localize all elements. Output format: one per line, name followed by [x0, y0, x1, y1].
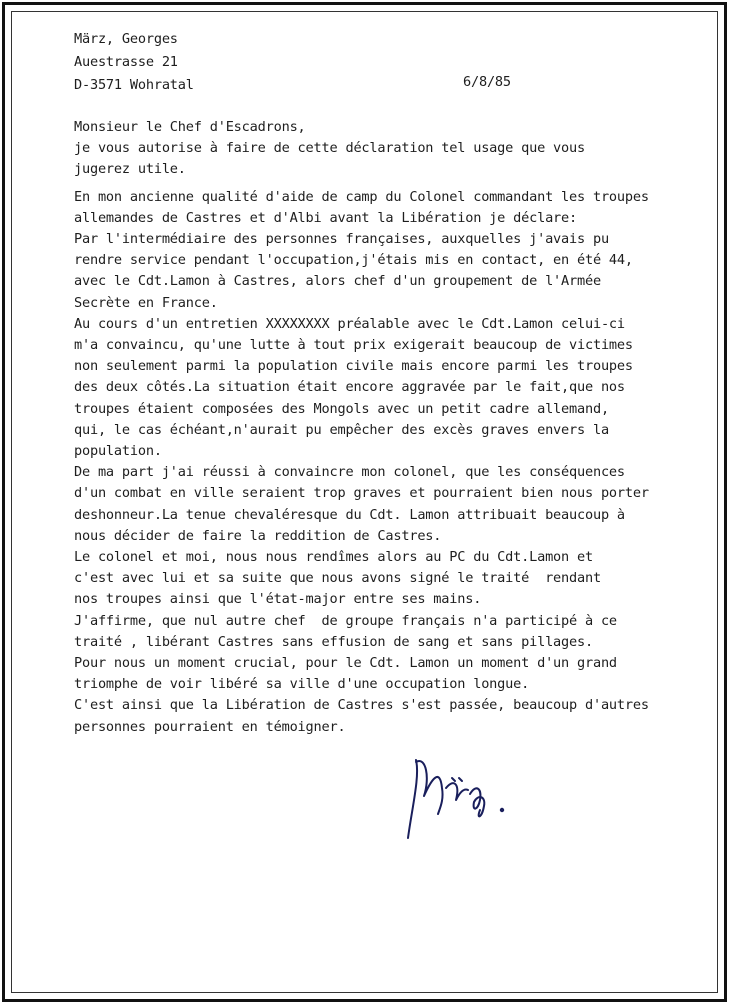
body-line: qui, le cas échéant,n'aurait pu empêcher des excès graves envers la: [74, 421, 609, 438]
body-line: C'est ainsi que la Libération de Castres s'est passée, beaucoup d'autres: [74, 697, 649, 714]
handwritten-signature: [402, 748, 522, 843]
sender-street: Auestrasse 21: [74, 54, 178, 70]
body-line: avec le Cdt.Lamon à Castres, alors chef d'un groupement de l'Armée: [74, 273, 601, 290]
body-line: rendre service pendant l'occupation,j'étais mis en contact, en été 44,: [74, 252, 633, 269]
body-line: Secrète en France.: [74, 294, 218, 311]
intro-line: jugerez utile.: [74, 161, 186, 178]
letter-body: [74, 117, 649, 738]
body-line: Pour nous un moment crucial, pour le Cdt. Lamon un moment d'un grand: [74, 655, 617, 672]
sender-name: März, Georges: [74, 31, 178, 47]
sender-city: D-3571 Wohratal: [74, 77, 194, 93]
body-line: En mon ancienne qualité d'aide de camp du Colonel commandant les troupes: [74, 188, 649, 205]
salutation: Monsieur le Chef d'Escadrons,: [74, 119, 306, 135]
body-line: m'a convaincu, qu'une lutte à tout prix exigerait beaucoup de victimes: [74, 337, 633, 354]
body-line: Au cours d'un entretien XXXXXXXX préalable avec le Cdt.Lamon celui-ci: [74, 315, 625, 332]
body-line: population.: [74, 443, 162, 460]
body-line: troupes étaient composées des Mongols avec un petit cadre allemand,: [74, 400, 609, 417]
body-line: c'est avec lui et sa suite que nous avons signé le traité rendant: [74, 570, 601, 587]
body-line: d'un combat en ville seraient trop graves et pourraient bien nous porter: [74, 485, 649, 502]
body-line: nos troupes ainsi que l'état-major entre ses mains.: [74, 591, 482, 608]
body-line: triomphe de voir libéré sa ville d'une occupation longue.: [74, 676, 530, 693]
letter-date: 6/8/85: [463, 74, 511, 90]
body-line: traité , libérant Castres sans effusion de sang et sans pillages.: [74, 633, 593, 650]
body-line: nous décider de faire la reddition de Castres.: [74, 527, 442, 544]
body-line: De ma part j'ai réussi à convaincre mon colonel, que les conséquences: [74, 464, 625, 481]
body-line: personnes pourraient en témoigner.: [74, 718, 346, 735]
body-line: allemandes de Castres et d'Albi avant la Libération je déclare:: [74, 209, 578, 226]
intro-line: je vous autorise à faire de cette déclaration tel usage que vous: [74, 140, 585, 157]
body-line: non seulement parmi la population civile mais encore parmi les troupes: [74, 358, 633, 375]
body-line: deshonneur.La tenue chevaléresque du Cdt. Lamon attribuait beaucoup à: [74, 506, 625, 523]
body-line: Le colonel et moi, nous nous rendîmes alors au PC du Cdt.Lamon et: [74, 549, 593, 566]
body-line: Par l'intermédiaire des personnes françaises, auxquelles j'avais pu: [74, 231, 609, 248]
body-line: J'affirme, que nul autre chef de groupe français n'a participé à ce: [74, 612, 617, 629]
sender-address-block: [74, 28, 194, 97]
body-line: des deux côtés.La situation était encore aggravée par le fait,que nos: [74, 379, 625, 396]
